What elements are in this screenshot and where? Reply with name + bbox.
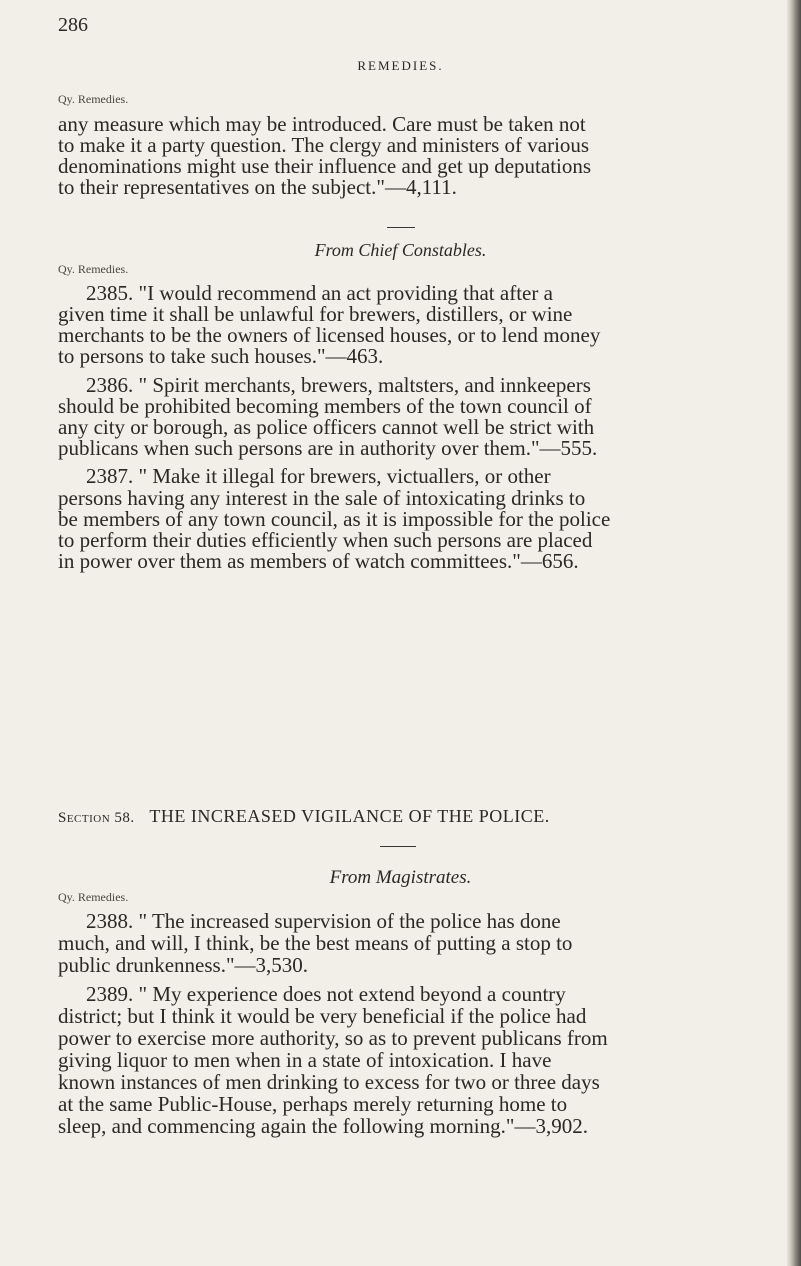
- text-line: 2388. " The increased supervision of the police has done: [86, 909, 561, 933]
- text-line: known instances of men drinking to excess for two or three days: [58, 1070, 600, 1094]
- text-line: 2385. "I would recommend an act providing that after a: [86, 281, 553, 305]
- text-line: should be prohibited becoming members of the town council of: [58, 394, 592, 418]
- text-line: much, and will, I think, be the best means of putting a stop to: [58, 931, 573, 955]
- divider-rule: [380, 846, 416, 847]
- divider-rule: [387, 227, 415, 228]
- text-line: at the same Public-House, perhaps merely returning home to: [58, 1092, 568, 1116]
- text-line: sleep, and commencing again the following morning."—3,902.: [58, 1114, 588, 1138]
- text-line: merchants to be the owners of licensed houses, or to lend money: [58, 323, 601, 347]
- text-line: giving liquor to men when in a state of intoxication. I have: [58, 1048, 552, 1072]
- text-line: be members of any town council, as it is impossible for the police: [58, 507, 611, 531]
- subsection-heading: From Magistrates.: [329, 867, 472, 888]
- text-line: to persons to take such houses."—463.: [58, 344, 384, 368]
- margin-note: Qy. Remedies.: [58, 890, 129, 904]
- text-line: given time it shall be unlawful for brewers, distillers, or wine: [58, 302, 573, 326]
- section-title: THE INCREASED VIGILANCE OF THE POLICE.: [149, 806, 550, 826]
- margin-note: Qy. Remedies.: [58, 262, 129, 276]
- running-head: REMEDIES.: [357, 58, 444, 73]
- text-line: denominations might use their influence and get up deputations: [58, 154, 592, 178]
- subsection-heading: From Chief Constables.: [314, 240, 487, 260]
- text-line: persons having any interest in the sale of intoxicating drinks to: [58, 486, 586, 510]
- text-line: in power over them as members of watch committees."—656.: [58, 549, 579, 573]
- section-heading: [58, 806, 550, 827]
- text-line: 2386. " Spirit merchants, brewers, maltsters, and innkeepers: [86, 373, 591, 397]
- text-line: any city or borough, as police officers cannot well be strict with: [58, 415, 595, 439]
- text-line: 2389. " My experience does not extend beyond a country: [86, 982, 566, 1006]
- text-line: to perform their duties efficiently when such persons are placed: [58, 528, 593, 552]
- margin-note: Qy. Remedies.: [58, 92, 129, 106]
- text-line: district; but I think it would be very beneficial if the police had: [58, 1004, 587, 1028]
- text-line: power to exercise more authority, so as to prevent publicans from: [58, 1026, 608, 1050]
- page-edge-shadow: [787, 0, 801, 1266]
- text-line: any measure which may be introduced. Care must be taken not: [58, 112, 586, 136]
- text-line: 2387. " Make it illegal for brewers, victuallers, or other: [86, 464, 551, 488]
- text-line: to their representatives on the subject."—4,111.: [58, 175, 457, 199]
- text-line: publicans when such persons are in authority over them."—555.: [58, 436, 598, 460]
- text-line: public drunkenness."—3,530.: [58, 953, 309, 977]
- text-line: to make it a party question. The clergy and ministers of various: [58, 133, 590, 157]
- page-number: 286: [58, 14, 88, 36]
- section-label: Section 58.: [58, 810, 135, 826]
